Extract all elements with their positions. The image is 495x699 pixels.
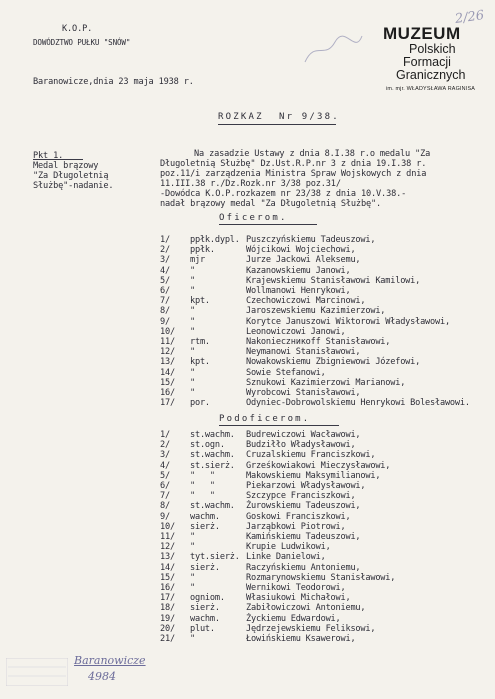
officer-name: Sowie Stefanowi,	[246, 367, 326, 378]
nco-number: 9/	[160, 511, 170, 522]
point-body-2: Długoletnią Służbę" Dz.Ust.R.P.nr 3 z dnia 19.I.38 r.	[160, 159, 427, 169]
nco-number: 21/	[160, 634, 175, 644]
nco-name: Raczyńskiemu Antoniemu,	[246, 562, 361, 573]
nco-number: 20/	[160, 623, 175, 634]
nco-row	[160, 614, 341, 624]
officer-rank: "	[190, 265, 195, 276]
nco-name: Linke Danielowi,	[246, 552, 326, 563]
officer-number: 9/	[160, 316, 170, 327]
nco-name: Piekarzowi Władysławowi,	[246, 481, 366, 491]
nco-name: Łowińskiemu Ksawerowi,	[246, 634, 356, 644]
nco-heading: Podoficerom.	[219, 414, 311, 424]
nco-row	[160, 573, 395, 583]
nco-name: Jędrzejewskiemu Feliksowi,	[246, 623, 376, 634]
nco-number: 8/	[160, 501, 170, 512]
officer-rank: kpt.	[190, 296, 210, 307]
unit-label: DOWÓDZTWO PUŁKU "SNÓW"	[33, 38, 131, 47]
nco-row	[160, 501, 360, 511]
officer-number: 3/	[160, 255, 170, 266]
officer-row	[160, 398, 470, 408]
museum-stamp-line2: Formacji	[403, 55, 451, 69]
point-body-3: poz.11/i zarządzenia Ministra Spraw Wojskowych z dnia	[160, 169, 427, 179]
nco-number: 12/	[160, 542, 175, 553]
officer-name: Sznukowi Kazimierzowi Marianowi,	[246, 377, 406, 388]
officer-number: 13/	[160, 357, 175, 368]
officer-name: Puszczyńskiemu Tadeuszowi,	[246, 235, 376, 245]
nco-row	[160, 471, 380, 481]
officer-name: Wójcikowi Wojciechowi,	[246, 245, 356, 256]
nco-row	[160, 522, 345, 532]
officer-rank: rtm.	[190, 337, 210, 347]
nco-rank: st.wachm.	[190, 501, 235, 512]
nco-name: Szczypce Franciszkowi,	[246, 491, 356, 502]
officer-name: Krajewskiemu Stanisławowi Kamilowi,	[246, 275, 421, 286]
nco-name: Grześkowiakowi Mieczysławowi,	[246, 460, 391, 471]
museum-stamp-line3: Granicznych	[396, 68, 466, 82]
nco-number: 6/	[160, 481, 170, 491]
point-subject-3: Służbę"-nadanie.	[33, 181, 114, 191]
nco-rank: "	[190, 572, 195, 583]
officer-row	[160, 368, 326, 378]
nco-rank: st.sierż.	[190, 460, 235, 471]
officer-row	[160, 327, 345, 337]
officer-name: Czechowiczowi Marcinowi,	[246, 296, 366, 307]
officer-name: Jurze Jackowi Aleksemu,	[246, 255, 361, 266]
nco-row	[160, 593, 350, 603]
pencil-scribble	[300, 30, 380, 70]
point-subject-1: Medal brązowy	[33, 161, 99, 171]
nco-number: 4/	[160, 460, 170, 471]
officer-name: Leonowiczowi Janowi,	[246, 326, 346, 337]
nco-number: 10/	[160, 521, 175, 532]
nco-rank: tyt.sierż.	[190, 552, 240, 563]
officer-rank: por.	[190, 398, 210, 409]
nco-number: 2/	[160, 440, 170, 451]
officer-rank: "	[190, 367, 195, 378]
nco-name: Makowskiemu Maksymilianowi,	[246, 470, 381, 481]
nco-number: 13/	[160, 552, 175, 563]
officer-number: 15/	[160, 377, 175, 388]
officers-heading: Oficerom.	[219, 213, 288, 223]
nco-number: 11/	[160, 532, 175, 542]
nco-name: Żurowskiemu Tadeuszowi,	[246, 501, 361, 512]
point-body-5: -Dowódca K.O.P.rozkazem nr 23/38 z dnia 10.V.38.-	[160, 189, 407, 199]
nco-row	[160, 563, 360, 573]
nco-number: 17/	[160, 593, 175, 604]
nco-rank: sierż.	[190, 562, 220, 573]
officer-name: Nowakowskiemu Zbigniewowi Józefowi,	[246, 357, 421, 368]
nco-row	[160, 542, 331, 552]
nco-rank: ogniom.	[190, 593, 225, 604]
pencil-annotation: 2/26	[454, 8, 486, 27]
officer-number: 5/	[160, 275, 170, 286]
nco-number: 16/	[160, 583, 175, 593]
officer-row	[160, 255, 360, 265]
nco-rank: " "	[190, 491, 215, 502]
nco-row	[160, 624, 375, 634]
point-subject-2: "Za Długoletnią	[33, 171, 109, 181]
officer-row	[160, 235, 375, 245]
point-underline	[33, 159, 83, 160]
officer-rank: kpt.	[190, 357, 210, 368]
officer-name: Neymanowi Stanisławowi,	[246, 347, 361, 358]
officer-rank: "	[190, 306, 195, 317]
nco-row	[160, 634, 355, 644]
officer-number: 14/	[160, 367, 175, 378]
museum-stamp-subtitle: im. mjr. WŁADYSŁAWA RAGINISA	[386, 86, 476, 92]
nco-row	[160, 461, 390, 471]
officer-number: 6/	[160, 286, 170, 296]
place-date: Baranowicze,dnia 23 maja 1938 r.	[33, 77, 194, 87]
officer-rank: "	[190, 316, 195, 327]
nco-number: 14/	[160, 562, 175, 573]
archive-stamp	[6, 658, 68, 686]
nco-rank: "	[190, 542, 195, 553]
point-body-4: 11.III.38 r./Dz.Rozk.nr 3/38 poz.31/	[160, 179, 341, 189]
officer-row	[160, 347, 360, 357]
officer-row	[160, 357, 420, 367]
nco-rank: " "	[190, 481, 215, 491]
nco-rank: " "	[190, 470, 215, 481]
nco-number: 5/	[160, 470, 170, 481]
officer-rank: "	[190, 286, 195, 296]
nco-number: 7/	[160, 491, 170, 502]
org-label: K.O.P.	[62, 24, 93, 34]
nco-row	[160, 440, 355, 450]
nco-rank: st.ogn.	[190, 440, 225, 451]
nco-rank: "	[190, 583, 195, 593]
museum-stamp-line1: Polskich	[409, 42, 456, 56]
nco-row	[160, 532, 360, 542]
officer-rank: "	[190, 377, 195, 388]
officer-number: 10/	[160, 326, 175, 337]
officer-rank: mjr	[190, 255, 205, 266]
officer-row	[160, 306, 385, 316]
nco-row	[160, 512, 350, 522]
officer-number: 7/	[160, 296, 170, 307]
officer-rank: "	[190, 388, 195, 398]
nco-rank: sierż.	[190, 521, 220, 532]
nco-row	[160, 552, 326, 562]
nco-name: Zabiłowiczowi Antoniemu,	[246, 603, 366, 614]
officer-name: Korytce Januszowi Wiktorowi Władysławowi,	[246, 316, 450, 327]
officer-number: 12/	[160, 347, 175, 358]
nco-heading-underline	[219, 425, 339, 426]
nco-name: Cruzalskiemu Franciszkowi,	[246, 450, 376, 461]
nco-rank: sierż.	[190, 603, 220, 614]
nco-number: 3/	[160, 450, 170, 461]
officer-row	[160, 286, 350, 296]
officer-number: 2/	[160, 245, 170, 256]
nco-name: Jarząbkowi Piotrowi,	[246, 521, 346, 532]
officer-row	[160, 276, 420, 286]
officers-heading-underline	[219, 224, 317, 225]
officer-row	[160, 337, 390, 347]
officer-row	[160, 388, 360, 398]
nco-rank: "	[190, 634, 195, 644]
officer-number: 8/	[160, 306, 170, 317]
officer-row	[160, 266, 350, 276]
nco-name: Życkiemu Edwardowi,	[246, 613, 341, 624]
nco-name: Goskowi Franciszkowi,	[246, 511, 351, 522]
title-underline	[218, 124, 336, 125]
nco-name: Wernikowi Teodorowi,	[246, 583, 346, 593]
nco-name: Budrewiczowi Wacławowi,	[246, 430, 361, 440]
nco-row	[160, 450, 375, 460]
nco-name: Kamińskiemu Tadeuszowi,	[246, 532, 361, 542]
officer-row	[160, 378, 405, 388]
officer-number: 1/	[160, 235, 170, 245]
officer-number: 11/	[160, 337, 175, 347]
officer-name: Wyrobcowi Stanisławowi,	[246, 388, 361, 398]
officer-rank: "	[190, 347, 195, 358]
nco-rank: wachm.	[190, 511, 220, 522]
nco-name: Krupie Ludwikowi,	[246, 542, 331, 553]
officer-rank: ppłk.	[190, 245, 215, 256]
officer-number: 4/	[160, 265, 170, 276]
nco-rank: plut.	[190, 623, 215, 634]
nco-rank: st.wachm.	[190, 450, 235, 461]
officer-row	[160, 317, 450, 327]
officer-row	[160, 296, 365, 306]
nco-row	[160, 430, 360, 440]
nco-number: 19/	[160, 613, 175, 624]
nco-rank: wachm.	[190, 613, 220, 624]
nco-number: 1/	[160, 430, 170, 440]
officer-rank: "	[190, 275, 195, 286]
nco-number: 18/	[160, 603, 175, 614]
officer-row	[160, 245, 355, 255]
officer-name: Kazanowskiemu Janowi,	[246, 265, 351, 276]
point-body-6: nadał brązowy medal "Za Długoletnią Służbę".	[160, 199, 382, 209]
officer-rank: "	[190, 326, 195, 337]
nco-row	[160, 481, 365, 491]
officer-rank: ppłk.dypl.	[190, 235, 240, 245]
officer-name: Nakonieczникoff Stanisławowi,	[246, 337, 391, 347]
officer-name: Odyniec-Dobrowolskiemu Henrykowi Bolesławowi.	[246, 398, 470, 409]
nco-name: Rozmarynowskiemu Stanisławowi,	[246, 572, 396, 583]
nco-rank: "	[190, 532, 195, 542]
officer-name: Wollmanowi Henrykowi,	[246, 286, 351, 296]
officer-name: Jaroszewskiemu Kazimierzowi,	[246, 306, 386, 317]
museum-stamp-title: MUZEUM	[383, 24, 461, 43]
nco-row	[160, 583, 345, 593]
nco-row	[160, 603, 365, 613]
nco-rank: st.wachm.	[190, 430, 235, 440]
nco-name: Własiukowi Michałowi,	[246, 593, 351, 604]
handwritten-number: 4984	[88, 670, 116, 683]
officer-number: 16/	[160, 388, 175, 398]
handwritten-place: Baranowicze	[74, 654, 146, 667]
order-title: ROZKAZ Nr 9/38.	[218, 112, 340, 122]
point-body-1: Na zasadzie Ustawy z dnia 8.I.38 r.o medalu "Za	[194, 149, 431, 159]
nco-number: 15/	[160, 572, 175, 583]
nco-name: Budziłło Władysławowi,	[246, 440, 356, 451]
nco-row	[160, 491, 355, 501]
point-label: Pkt 1.	[33, 151, 64, 161]
officer-number: 17/	[160, 398, 175, 409]
